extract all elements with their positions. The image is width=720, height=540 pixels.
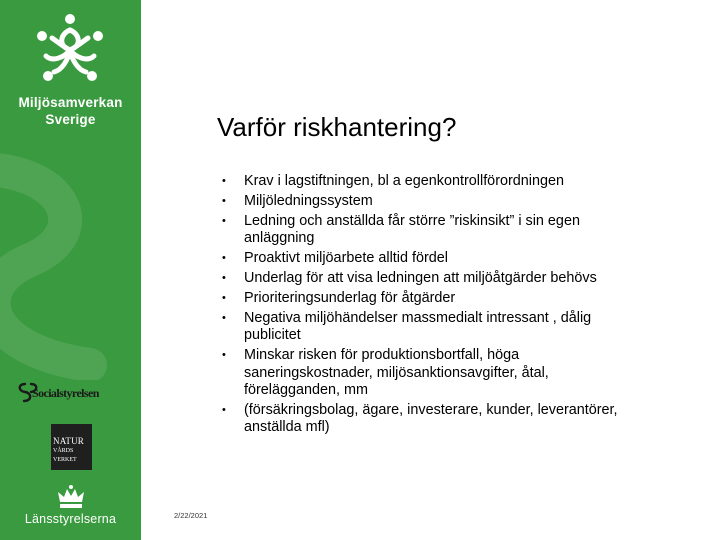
bullet-text: Krav i lagstiftningen, bl a egenkontrollförordningen: [244, 173, 564, 189]
bullet-dot-icon: •: [222, 252, 226, 265]
bullet-list: [216, 173, 636, 439]
bullet-text: Proaktivt miljöarbete alltid fördel: [244, 250, 448, 267]
bullet-item: [216, 173, 636, 190]
bullet-text: (försäkringsbolag, ägare, investerare, kunder, leverantörer, anställda mfl): [244, 401, 618, 436]
bullet-dot-icon: •: [222, 403, 226, 416]
bullet-text: Ledning och anställda får större ”riskinsikt” i sin egen anläggning: [244, 212, 580, 247]
slide-title: Varför riskhantering?: [217, 112, 457, 142]
bullet-dot-icon: •: [222, 311, 226, 324]
miljosamverkan-flower-logo-icon: [30, 12, 110, 86]
org-name-line1: Miljösamverkan: [18, 95, 123, 110]
bullet-text: Prioriteringsunderlag för åtgärder: [244, 289, 456, 306]
bullet-item: [216, 213, 636, 248]
bullet-item: [216, 347, 636, 399]
bullet-dot-icon: •: [222, 175, 226, 187]
bullet-text: Minskar risken för produktionsbortfall, höga saneringskostnader, miljösanktionsavgifter, åtal, förelägganden, mm: [244, 347, 549, 398]
bullet-dot-icon: •: [222, 349, 226, 362]
bullet-dot-icon: •: [222, 291, 226, 304]
bullet-text: Underlag för att visa ledningen att miljöåtgärder behövs: [244, 270, 597, 287]
naturvardsverket-logo: [51, 424, 92, 470]
bullet-item: [216, 250, 636, 267]
org-name-line2: Sverige: [45, 112, 96, 127]
bullet-item: [216, 270, 636, 287]
bullet-item: [216, 290, 636, 307]
naturvardsverket-line1: NATUR: [53, 436, 85, 446]
naturvardsverket-line2: VÅRDS: [53, 448, 74, 454]
bullet-dot-icon: •: [222, 194, 226, 207]
bullet-dot-icon: •: [222, 214, 226, 227]
bullet-item: [216, 402, 636, 437]
sidebar: [0, 0, 141, 540]
lansstyrelserna-label: Länsstyrelserna: [24, 512, 117, 526]
org-name: [0, 94, 141, 128]
bullet-item: [216, 310, 636, 345]
watermark-swirl-icon: [0, 150, 110, 380]
bullet-text: Negativa miljöhändelser massmedialt intressant , dålig publicitet: [244, 309, 592, 344]
bullet-item: [216, 193, 636, 210]
bullet-dot-icon: •: [222, 272, 226, 285]
bullet-text: Miljöledningssystem: [244, 192, 373, 209]
socialstyrelsen-label: Socialstyrelsen: [32, 386, 99, 400]
slide-date: 2/22/2021: [174, 511, 208, 520]
crown-icon: [56, 484, 86, 510]
naturvardsverket-line3: VERKET: [53, 457, 77, 463]
